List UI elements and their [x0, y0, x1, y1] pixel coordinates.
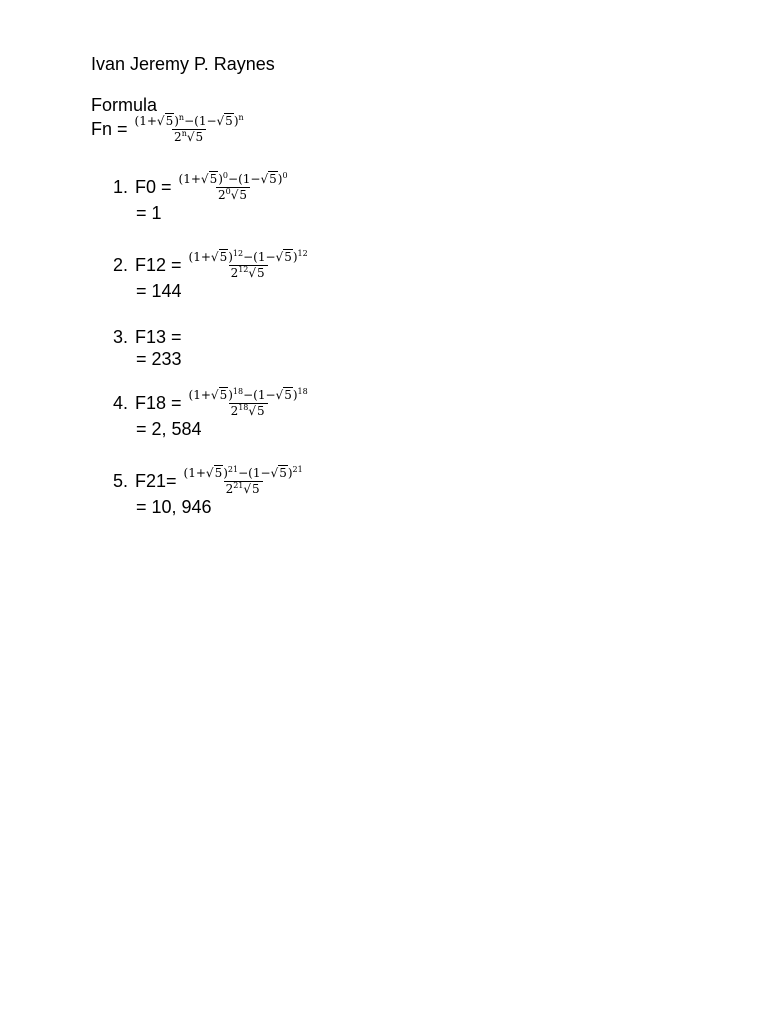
minus-sign: −	[265, 388, 276, 402]
radical-sign: √	[248, 404, 257, 418]
fraction-denominator	[229, 265, 268, 280]
radicand: 5	[214, 466, 223, 480]
fraction	[182, 466, 305, 496]
minus-sign: −	[206, 114, 217, 128]
sqrt-five	[271, 466, 288, 480]
item-result: = 2, 584	[136, 419, 202, 439]
exponent: 12	[297, 249, 308, 258]
fraction-numerator	[177, 172, 290, 187]
list-item	[113, 172, 290, 224]
radicand: 5	[279, 466, 287, 480]
item-prefix: F12 =	[135, 255, 182, 275]
formula-prefix: Fn =	[91, 119, 128, 139]
radical-sign: √	[230, 188, 239, 202]
exponent: 18	[238, 403, 249, 412]
sqrt-five	[217, 114, 234, 128]
item-prefix: F0 =	[135, 177, 172, 197]
item-result: = 10, 946	[136, 497, 212, 517]
digit-one: 1	[257, 388, 266, 402]
fraction	[187, 250, 310, 280]
radical-sign: √	[216, 114, 225, 128]
fraction-numerator	[187, 388, 310, 403]
sqrt-five	[248, 267, 265, 280]
paren-open: (	[188, 250, 194, 264]
paren-close: )	[277, 172, 283, 186]
digit-one: 1	[139, 114, 147, 128]
exponent: 18	[297, 387, 308, 396]
paren-close: )	[233, 114, 239, 128]
radical-sign: √	[210, 388, 219, 402]
fraction-numerator	[182, 466, 305, 481]
paren-close: )	[228, 388, 233, 402]
exponent: 0	[225, 187, 231, 196]
radicand: 5	[269, 172, 277, 186]
formula-main	[91, 114, 246, 144]
item-prefix: F18 =	[135, 393, 182, 413]
exponent: 21	[233, 481, 244, 490]
fraction	[177, 172, 290, 202]
fraction-denominator	[172, 129, 206, 144]
paren-close: )	[287, 466, 293, 480]
paren-close: )	[292, 388, 298, 402]
item-result: = 1	[136, 203, 162, 223]
list-item	[113, 388, 310, 440]
plus-sign: +	[190, 172, 201, 186]
radical-sign: √	[200, 172, 209, 186]
fraction-denominator	[224, 481, 263, 496]
minus-sign: −	[238, 466, 249, 480]
item-fraction	[172, 172, 290, 202]
minus-sign: −	[243, 250, 254, 264]
radicand: 5	[225, 114, 233, 128]
digit-one: 1	[193, 388, 201, 402]
exponent: n	[181, 129, 187, 138]
item-result: = 144	[136, 281, 182, 301]
radical-sign: √	[205, 466, 214, 480]
radicand: 5	[165, 114, 174, 128]
sqrt-five	[211, 388, 228, 402]
sqrt-five	[211, 250, 228, 264]
paren-open: (	[183, 466, 189, 480]
list-item	[113, 250, 310, 302]
item-fraction	[182, 250, 310, 280]
digit-two: 2	[230, 404, 239, 418]
exponent: 12	[232, 249, 244, 258]
author-name: Ivan Jeremy P. Raynes	[91, 54, 275, 74]
radicand: 5	[257, 404, 265, 418]
digit-two: 2	[174, 130, 182, 144]
radical-sign: √	[275, 250, 284, 264]
fraction-denominator	[216, 187, 250, 202]
digit-one: 1	[242, 172, 251, 186]
exponent: 21	[227, 465, 239, 474]
paren-open: (	[134, 114, 140, 128]
radical-sign: √	[275, 388, 284, 402]
sqrt-five	[276, 388, 293, 402]
exponent: n	[178, 113, 185, 122]
radicand: 5	[284, 388, 292, 402]
paren-open: (	[188, 388, 194, 402]
item-number: 1.	[113, 177, 129, 197]
plus-sign: +	[195, 466, 206, 480]
paren-close: )	[218, 172, 223, 186]
sqrt-five	[231, 189, 248, 202]
fraction	[187, 388, 310, 418]
radical-sign: √	[156, 114, 165, 128]
radicand: 5	[257, 266, 265, 280]
sqrt-five	[243, 483, 260, 496]
digit-two: 2	[230, 266, 239, 280]
radical-sign: √	[210, 250, 219, 264]
radicand: 5	[219, 388, 228, 402]
fraction-denominator	[229, 403, 268, 418]
radicand: 5	[209, 172, 218, 186]
paren-close: )	[174, 114, 179, 128]
formula-fraction	[128, 114, 246, 144]
minus-sign: −	[228, 172, 239, 186]
digit-two: 2	[218, 188, 226, 202]
sqrt-five	[187, 131, 204, 144]
radicand: 5	[252, 482, 260, 496]
exponent: 0	[222, 171, 228, 180]
minus-sign: −	[260, 466, 271, 480]
minus-sign: −	[265, 250, 276, 264]
minus-sign: −	[250, 172, 261, 186]
paren-close: )	[228, 250, 233, 264]
paren-open: (	[253, 388, 258, 402]
digit-one: 1	[257, 250, 266, 264]
item-number: 4.	[113, 393, 129, 413]
radicand: 5	[195, 130, 204, 144]
item-number: 3.	[113, 327, 129, 347]
digit-one: 1	[252, 466, 261, 480]
item-number: 5.	[113, 471, 129, 491]
fraction-numerator	[187, 250, 310, 265]
exponent: 12	[238, 265, 249, 274]
formula-label: Formula	[91, 95, 158, 115]
fraction	[133, 114, 246, 144]
radicand: 5	[239, 188, 248, 202]
list-item	[113, 326, 182, 370]
radical-sign: √	[260, 172, 269, 186]
plus-sign: +	[146, 114, 157, 128]
radical-sign: √	[270, 466, 279, 480]
item-fraction	[177, 466, 305, 496]
plus-sign: +	[200, 388, 211, 402]
sqrt-five	[157, 114, 174, 128]
item-result: = 233	[136, 349, 182, 369]
radical-sign: √	[243, 482, 252, 496]
radicand: 5	[284, 250, 292, 264]
paren-open: (	[194, 114, 199, 128]
radicand: 5	[219, 250, 228, 264]
item-prefix: F13 =	[135, 327, 182, 347]
minus-sign: −	[243, 388, 254, 402]
item-number: 2.	[113, 255, 129, 275]
exponent: 18	[232, 387, 244, 396]
sqrt-five	[201, 172, 218, 186]
radical-sign: √	[186, 130, 195, 144]
exponent: 21	[292, 465, 303, 474]
digit-one: 1	[193, 250, 201, 264]
digit-one: 1	[198, 114, 207, 128]
item-prefix: F21=	[135, 471, 177, 491]
sqrt-five	[260, 172, 277, 186]
digit-one: 1	[183, 172, 191, 186]
plus-sign: +	[200, 250, 211, 264]
digit-one: 1	[188, 466, 196, 480]
paren-open: (	[253, 250, 258, 264]
paren-open: (	[248, 466, 253, 480]
sqrt-five	[206, 466, 223, 480]
minus-sign: −	[184, 114, 195, 128]
paren-close: )	[223, 466, 228, 480]
exponent: n	[238, 113, 244, 122]
sqrt-five	[276, 250, 293, 264]
paren-open: (	[178, 172, 184, 186]
sqrt-five	[248, 405, 265, 418]
digit-two: 2	[225, 482, 234, 496]
list-item	[113, 466, 305, 518]
paren-open: (	[238, 172, 243, 186]
fraction-numerator	[133, 114, 246, 129]
paren-close: )	[292, 250, 298, 264]
exponent: 0	[282, 171, 288, 180]
item-fraction	[182, 388, 310, 418]
radical-sign: √	[248, 266, 257, 280]
